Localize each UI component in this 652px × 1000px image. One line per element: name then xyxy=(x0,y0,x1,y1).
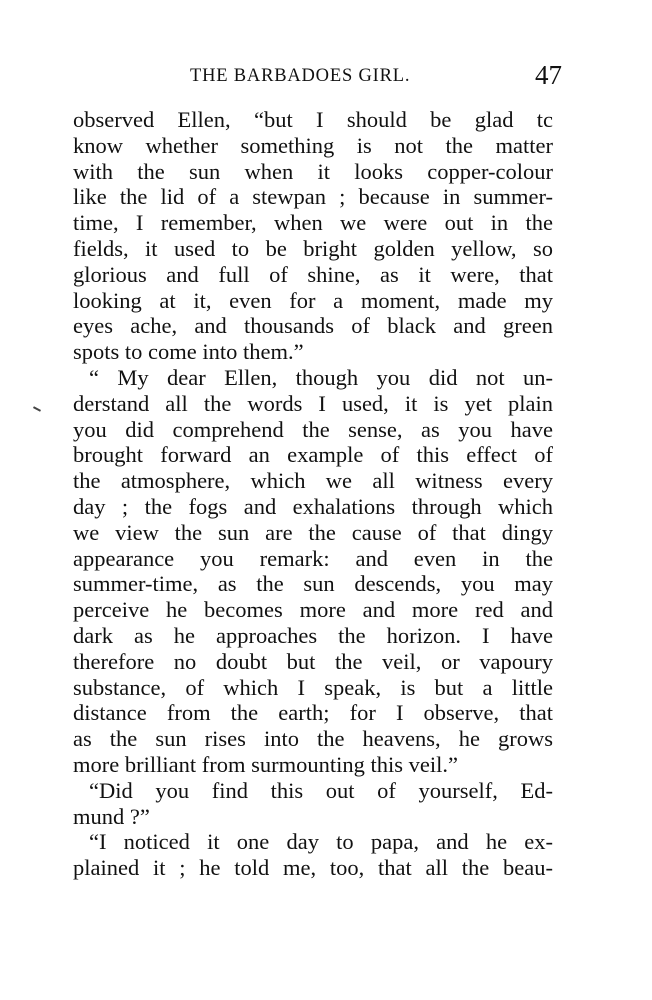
text-line: brought forward an example of this effect of xyxy=(73,442,553,468)
margin-mark xyxy=(33,406,41,412)
text-line: looking at it, even for a moment, made my xyxy=(73,287,553,313)
page-number: 47 xyxy=(535,60,562,90)
text-line: spots to come into them.” xyxy=(73,339,304,365)
running-title: THE BARBADOES GIRL. xyxy=(190,66,411,86)
text-line: time, I remember, when we were out in the xyxy=(73,210,553,236)
text-line: distance from the earth; for I observe, that xyxy=(73,700,553,726)
text-line: like the lid of a stewpan ; because in summer- xyxy=(73,184,553,210)
body-text xyxy=(73,107,553,881)
text-line: you did comprehend the sense, as you have xyxy=(73,416,553,442)
text-line: dark as he approaches the horizon. I have xyxy=(73,622,553,648)
text-line: perceive he becomes more and more red and xyxy=(73,597,553,623)
text-line: we view the sun are the cause of that dingy xyxy=(73,519,553,545)
text-line: “ My dear Ellen, though you did not un- xyxy=(89,364,553,390)
text-line: glorious and full of shine, as it were, that xyxy=(73,261,553,287)
text-line: summer-time, as the sun descends, you may xyxy=(73,571,553,597)
text-line: derstand all the words I used, it is yet plain xyxy=(73,390,553,416)
text-line: as the sun rises into the heavens, he grows xyxy=(73,726,553,752)
text-line: the atmosphere, which we all witness every xyxy=(73,468,553,494)
text-line: eyes ache, and thousands of black and green xyxy=(73,313,553,339)
page-header xyxy=(190,60,562,96)
text-line: plained it ; he told me, too, that all the beau- xyxy=(73,855,553,881)
text-line: therefore no doubt but the veil, or vapoury xyxy=(73,648,553,674)
text-line: appearance you remark: and even in the xyxy=(73,545,553,571)
text-line: substance, of which I speak, is but a little xyxy=(73,674,553,700)
text-line: “Did you find this out of yourself, Ed- xyxy=(89,777,553,803)
text-line: more brilliant from surmounting this veil.” xyxy=(73,751,458,777)
text-line: observed Ellen, “but I should be glad tc xyxy=(73,107,553,132)
text-line: day ; the fogs and exhalations through which xyxy=(73,493,553,519)
text-line: “I noticed it one day to papa, and he ex- xyxy=(89,829,553,855)
text-line: fields, it used to be bright golden yellow, so xyxy=(73,235,553,261)
text-line: know whether something is not the matter xyxy=(73,132,553,158)
text-line: with the sun when it looks copper-colour xyxy=(73,158,553,184)
text-line: mund ?” xyxy=(73,803,150,829)
